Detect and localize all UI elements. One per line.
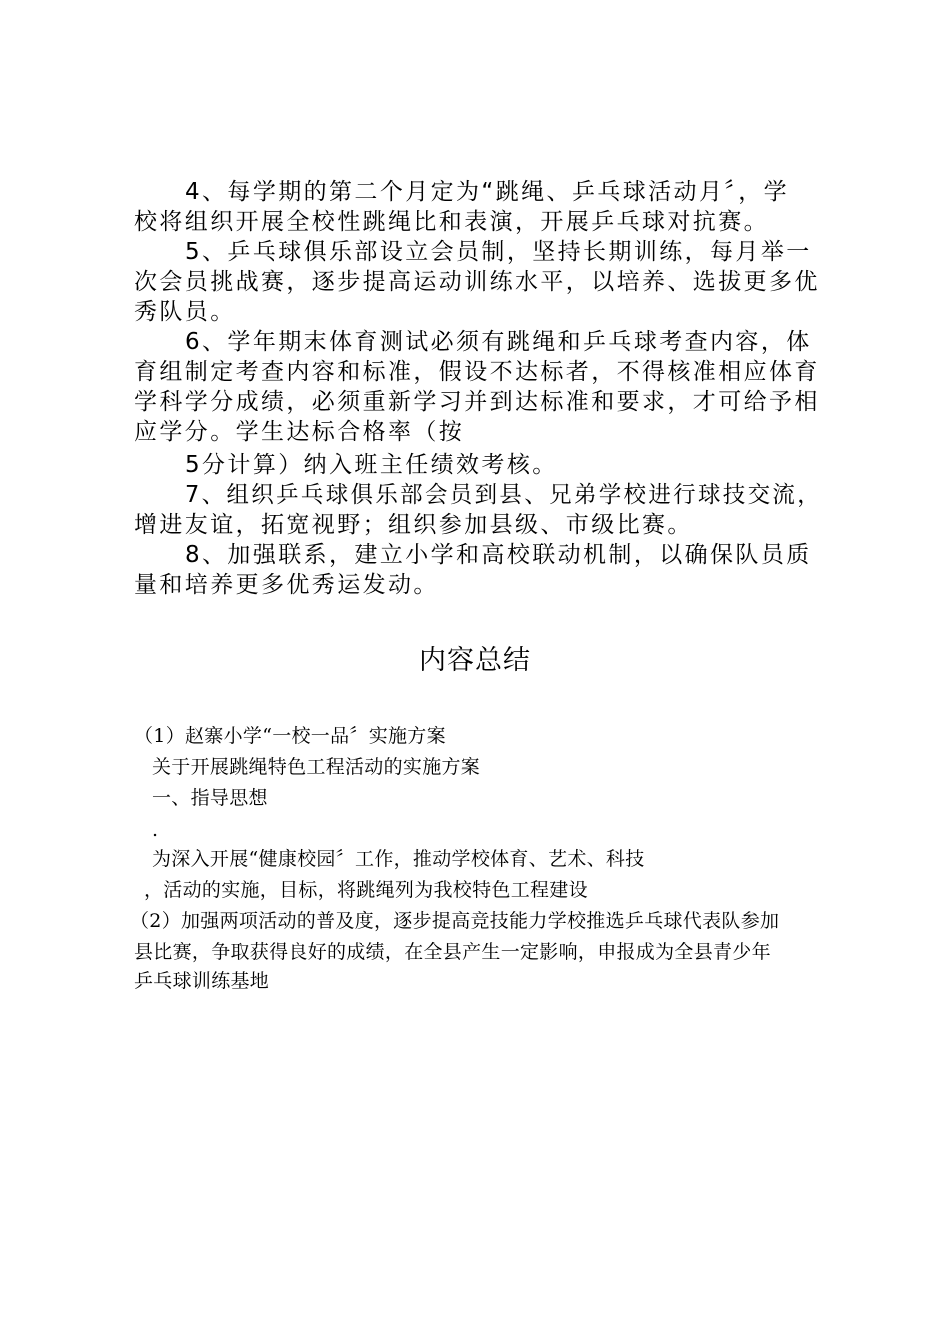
summary-line: 县比赛，争取获得良好的成绩，在全县产生一定影响，申报成为全县青少年	[134, 941, 771, 963]
summary-title: 内容总结	[419, 645, 531, 676]
summary-line: ，活动的实施，目标，将跳绳列为我校特色工程建设	[144, 879, 588, 901]
summary-line: .	[152, 819, 159, 841]
body-line: 7、组织乒乓球俱乐部会员到县、兄弟学校进行球技交流，	[185, 482, 823, 508]
summary-line: （2）加强两项活动的普及度，逐步提高竞技能力学校推选乒乓球代表队参加	[130, 910, 780, 932]
body-line: 4、每学期的第二个月定为“跳绳、乒乓球活动月〞，学	[185, 179, 790, 205]
body-line: 学科学分成绩，必须重新学习并到达标准和要求，才可给予相	[134, 389, 820, 415]
body-line: 育组制定考查内容和标准，假设不达标者，不得核准相应体育	[134, 359, 820, 385]
body-line: 5分计算）纳入班主任绩效考核。	[185, 452, 558, 478]
summary-line: 关于开展跳绳特色工程活动的实施方案	[152, 756, 481, 778]
body-line: 8、加强联系，建立小学和高校联动机制，以确保队员质	[185, 542, 812, 568]
summary-line: （1）赵寨小学“一校一品〞实施方案	[134, 725, 446, 747]
body-line: 量和培养更多优秀运发动。	[134, 572, 439, 598]
body-line: 5、乒乓球俱乐部设立会员制，坚持长期训练，每月举一	[185, 239, 812, 265]
body-line: 次会员挑战赛，逐步提高运动训练水平，以培养、选拔更多优	[134, 269, 820, 295]
summary-line: 为深入开展“健康校园〞工作，推动学校体育、艺术、科技	[152, 848, 645, 870]
body-line: 校将组织开展全校性跳绳比和表演，开展乒乓球对抗赛。	[134, 209, 769, 235]
body-line: 6、学年期末体育测试必须有跳绳和乒乓球考查内容，体	[185, 329, 812, 355]
summary-line: 乒乓球训练基地	[134, 970, 270, 992]
body-line: 增进友谊，拓宽视野；组织参加县级、市级比赛。	[134, 512, 693, 538]
body-line: 秀队员。	[134, 299, 236, 325]
summary-line: 一、指导思想	[152, 787, 268, 809]
body-line: 应学分。学生达标合格率（按	[134, 419, 465, 445]
